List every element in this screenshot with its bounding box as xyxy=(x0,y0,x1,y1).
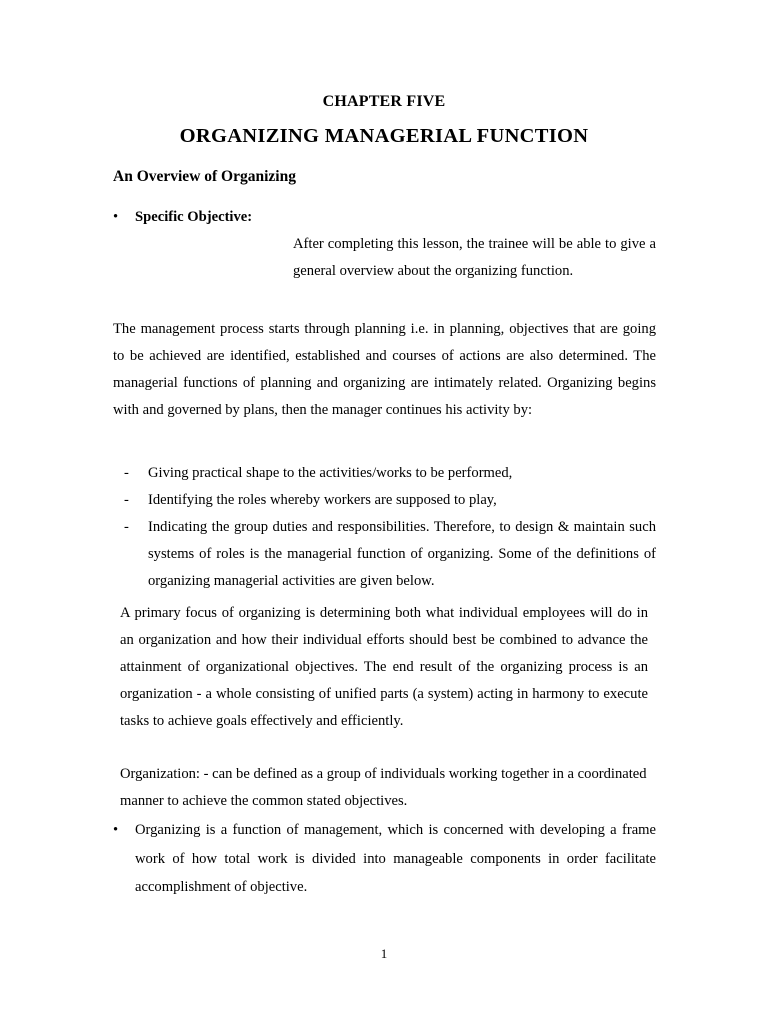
activity-list xyxy=(124,460,656,595)
focus-paragraph: A primary focus of organizing is determining both what individual employees will do in an organization and how their individual efforts should best be combined to advance the attainment of organizational objectives. The end result of the organizing process is an organization - a whole consisting of unified parts (a system) acting in harmony to execute tasks to achieve goals effectively and efficiently. xyxy=(120,605,648,729)
list-item xyxy=(124,487,656,514)
dash-icon: - xyxy=(124,519,129,535)
list-item-text: Indicating the group duties and responsibilities. Therefore, to design & maintain such systems of roles is the managerial function of organizing. Some of the definitions of organizing managerial activities are given below. xyxy=(148,519,656,589)
list-item xyxy=(124,514,656,595)
organizing-bullet-text: Organizing is a function of management, which is concerned with developing a frame work of how total work is divided into manageable components in order facilitate accomplishment of objective. xyxy=(135,822,656,895)
objective-text: After completing this lesson, the trainee will be able to give a general overview about the organizing function. xyxy=(293,236,656,279)
list-item-text: Identifying the roles whereby workers are supposed to play, xyxy=(148,492,497,508)
list-item xyxy=(124,460,656,487)
chapter-title: ORGANIZING MANAGERIAL FUNCTION xyxy=(179,125,589,147)
bullet-icon: • xyxy=(113,822,119,838)
list-item-text: Giving practical shape to the activities/works to be performed, xyxy=(148,465,513,481)
chapter-label: CHAPTER FIVE xyxy=(322,93,446,110)
page-number: 1 xyxy=(380,946,388,961)
organization-definition: Organization: - can be defined as a group of individuals working together in a coordinated manner to achieve the common stated objectives. xyxy=(120,766,647,809)
dash-icon: - xyxy=(124,465,129,481)
bullet-icon: • xyxy=(113,209,119,225)
intro-paragraph: The management process starts through planning i.e. in planning, objectives that are going to be achieved are identified, established and courses of actions are also determined. The managerial functions of planning and organizing are intimately related. Organizing begins with and governed by plans, then the manager continues his activity by: xyxy=(113,321,656,418)
dash-icon: - xyxy=(124,492,129,508)
specific-objective-label: Specific Objective: xyxy=(135,209,253,225)
section-heading: An Overview of Organizing xyxy=(113,168,296,185)
